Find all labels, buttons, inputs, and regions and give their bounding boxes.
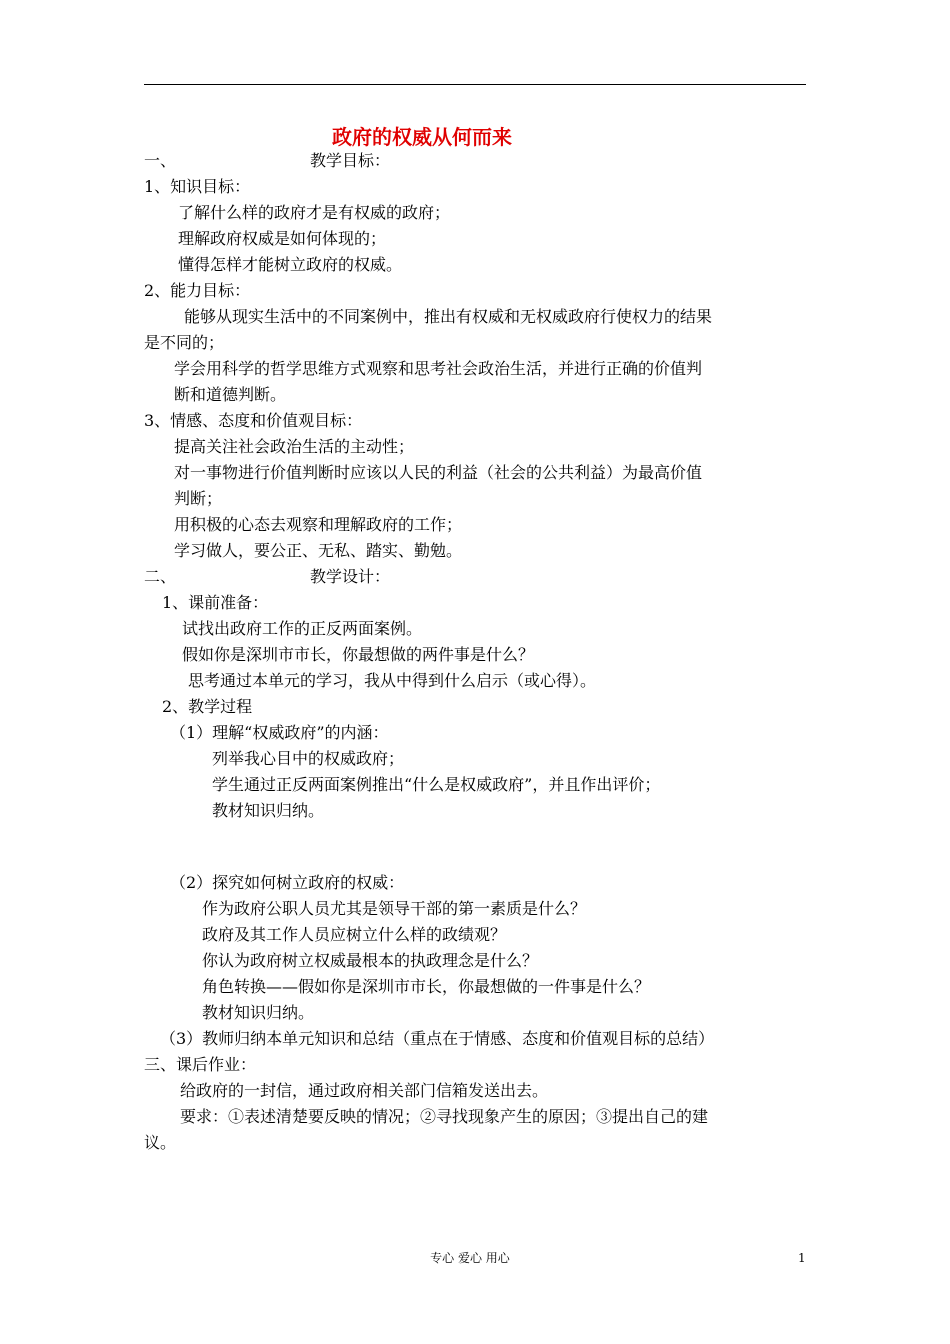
homework-item: 给政府的一封信，通过政府相关部门信箱发送出去。: [180, 1081, 549, 1100]
homework-requirement-line: 议。: [144, 1133, 177, 1152]
attitude-goal-item-line: 对一事物进行价值判断时应该以人民的利益（社会的公共利益）为最高价值: [174, 463, 703, 482]
preparation-heading: 1、课前准备：: [162, 593, 269, 612]
attitude-goal-item: 学习做人，要公正、无私、踏实、勤勉。: [174, 541, 463, 560]
attitude-goal-item: 提高关注社会政治生活的主动性；: [174, 437, 415, 456]
homework-requirement-line: 要求：①表述清楚要反映的情况；②寻找现象产生的原因；③提出自己的建: [180, 1107, 709, 1126]
knowledge-goal-item: 了解什么样的政府才是有权威的政府；: [178, 203, 451, 222]
section-3-heading: 三、课后作业：: [144, 1055, 257, 1074]
section-1-heading: 教学目标：: [310, 151, 391, 170]
ability-goal-item-line: 学会用科学的哲学思维方式观察和思考社会政治生活，并进行正确的价值判: [174, 359, 703, 378]
process-step-1-heading: （1）理解“权威政府”的内涵：: [170, 723, 389, 742]
section-1-number: 一、: [144, 151, 177, 170]
page-footer: 专心 爱心 用心: [430, 1251, 510, 1265]
process-step-2-item: 作为政府公职人员尤其是领导干部的第一素质是什么？: [202, 899, 587, 918]
process-step-1-item: 教材知识归纳。: [212, 801, 325, 820]
preparation-item: 试找出政府工作的正反两面案例。: [182, 619, 423, 638]
process-step-2-item: 你认为政府树立权威最根本的执政理念是什么？: [202, 951, 539, 970]
ability-goal-item-line: 能够从现实生活中的不同案例中，推出有权威和无权威政府行使权力的结果: [184, 307, 713, 326]
ability-goal-item-line: 断和道德判断。: [174, 385, 287, 404]
page-number: 1: [798, 1251, 806, 1265]
knowledge-goal-item: 懂得怎样才能树立政府的权威。: [178, 255, 403, 274]
process-step-1-item: 列举我心目中的权威政府；: [212, 749, 405, 768]
preparation-item: 假如你是深圳市市长，你最想做的两件事是什么？: [182, 645, 535, 664]
header-rule: [144, 84, 806, 85]
process-step-2-item: 角色转换——假如你是深圳市市长，你最想做的一件事是什么？: [202, 977, 651, 996]
process-heading: 2、教学过程: [162, 697, 253, 716]
process-step-2-heading: （2）探究如何树立政府的权威：: [170, 873, 405, 892]
knowledge-goal-item: 理解政府权威是如何体现的；: [178, 229, 387, 248]
knowledge-goal-heading: 1、知识目标：: [144, 177, 251, 196]
attitude-goal-item: 用积极的心态去观察和理解政府的工作；: [174, 515, 463, 534]
attitude-goal-item-line: 判断；: [174, 489, 223, 508]
process-step-3: （3）教师归纳本单元知识和总结（重点在于情感、态度和价值观目标的总结）: [160, 1029, 715, 1048]
attitude-goal-heading: 3、情感、态度和价值观目标：: [144, 411, 363, 430]
process-step-2-item: 教材知识归纳。: [202, 1003, 315, 1022]
section-2-heading: 教学设计：: [310, 567, 391, 586]
ability-goal-item-line: 是不同的；: [144, 333, 225, 352]
process-step-2-item: 政府及其工作人员应树立什么样的政绩观？: [202, 925, 507, 944]
process-step-1-item: 学生通过正反两面案例推出“什么是权威政府”，并且作出评价；: [212, 775, 661, 794]
document-title: 政府的权威从何而来: [332, 125, 512, 149]
section-2-number: 二、: [144, 567, 177, 586]
preparation-item: 思考通过本单元的学习，我从中得到什么启示（或心得）。: [188, 671, 597, 690]
ability-goal-heading: 2、能力目标：: [144, 281, 251, 300]
